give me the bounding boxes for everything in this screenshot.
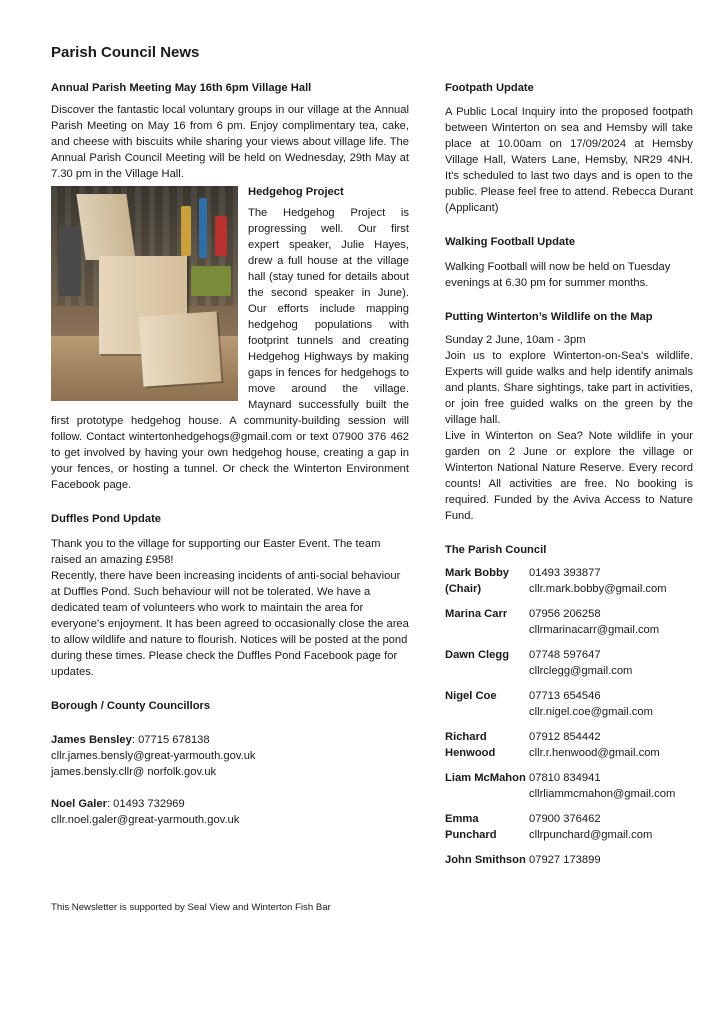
councillor-2-phone: : 01493 732969 — [106, 798, 185, 810]
councillor-1-email-1: cllr.james.bensly@great-yarmouth.gov.uk — [51, 750, 256, 762]
council-member-contact — [529, 852, 693, 877]
wildlife-para-2: Live in Winterton on Sea? Note wildlife in your garden on 2 June or explore the village or Winterton National Nature Reserve. Every record counts! All activities are free. No booking is required. Funded by the Aviva Access to Nature Fund. — [445, 430, 693, 522]
footer-note: This Newsletter is supported by Seal View and Winterton Fish Bar — [51, 902, 331, 913]
council-member-contact — [529, 811, 693, 852]
parish-council-table — [445, 565, 693, 877]
duffles-heading: Duffles Pond Update — [51, 513, 162, 525]
walking-football-heading: Walking Football Update — [445, 236, 576, 248]
tool-shape — [215, 216, 227, 256]
council-member-contact — [529, 606, 693, 647]
councillor-1-email-2: james.bensly.cllr@ norfolk.gov.uk — [51, 766, 217, 778]
duffles-para-1: Thank you to the village for supporting our Easter Event. The team raised an amazing £958! — [51, 538, 381, 566]
council-member-email: cllr.r.henwood@gmail.com — [529, 747, 660, 759]
annual-meeting-heading: Annual Parish Meeting May 16th 6pm Village Hall — [51, 82, 312, 94]
councillor-2-name: Noel Galer — [51, 798, 107, 810]
council-member-email: cllrliammcmahon@gmail.com — [529, 788, 676, 800]
page-title: Parish Council News — [51, 44, 200, 61]
walking-football-body: Walking Football will now be held on Tuesday evenings at 6.30 pm for summer months. — [445, 261, 671, 289]
council-member-email: cllr.mark.bobby@gmail.com — [529, 583, 667, 595]
tool-shape — [191, 266, 231, 296]
council-member-name: Richard Henwood — [445, 731, 496, 759]
council-member-name: Mark Bobby (Chair) — [445, 567, 510, 595]
left-column — [51, 80, 409, 828]
duffles-section — [51, 511, 409, 680]
tool-shape — [59, 226, 81, 296]
footpath-heading: Footpath Update — [445, 82, 534, 94]
council-member-phone: 07748 597647 — [529, 649, 601, 661]
council-member-contact — [529, 770, 693, 811]
council-member-contact — [529, 647, 693, 688]
borough-heading: Borough / County Councillors — [51, 700, 211, 712]
wildlife-para-1: Join us to explore Winterton-on-Sea's wildlife. Experts will guide walks and help identify animals and plants. Share sightings, take part in activities, or join free guided walks on the green by the village hall. — [445, 350, 693, 426]
tool-shape — [181, 206, 191, 256]
annual-meeting-section — [51, 80, 409, 182]
council-member-email: cllr.nigel.coe@gmail.com — [529, 706, 653, 718]
hedgehog-house-photo — [51, 186, 238, 401]
council-member-contact — [529, 565, 693, 606]
wildlife-section — [445, 309, 693, 524]
hedgehog-section — [51, 184, 409, 493]
hedgehog-body: The Hedgehog Project is progressing well. Our first expert speaker, Julie Hayes, drew a full house at the village hall (stay tuned for details about the second speaker in June). Our efforts include mapping hedgehog populations with footprint tunnels and creating Hedgehog Highways by making gaps in fences for hedgehogs to move around the village. Maynard successfully built the first prototype hedgehog house. A community-building session will follow. Contact wintertonhedgehogs@gmail.com or text 07900 376 462 to get involved by having your own hedgehog house, creating a gap in your fences, or hosting a tunnel. Or check the Winterton Environment Facebook page. — [51, 207, 409, 491]
council-member-email: cllrpunchard@gmail.com — [529, 829, 653, 841]
council-member-row — [445, 729, 693, 770]
councillor-1-name: James Bensley — [51, 734, 132, 746]
tool-shape — [199, 198, 207, 258]
council-member-row — [445, 647, 693, 688]
council-member-row — [445, 688, 693, 729]
councillor-1-line — [51, 732, 409, 748]
council-member-row — [445, 770, 693, 811]
parish-council-heading: The Parish Council — [445, 544, 547, 556]
duffles-para-2: Recently, there have been increasing incidents of anti-social behaviour at Duffles Pond. Such behaviour will not be tolerated. We have a dedicated team of volunteers who work to maintain the area for everyone's enjoyment. It has been agreed to occasionally close the area to allow wildlife and nature to flourish. Notices will be posted at the pond during these times. Please check the Duffles Pond Facebook page for updates. — [51, 570, 409, 678]
walking-football-section — [445, 234, 693, 291]
hedgehog-house-entrance-box — [139, 311, 222, 386]
council-member-row — [445, 811, 693, 852]
council-member-phone: 07810 834941 — [529, 772, 601, 784]
council-member-contact — [529, 688, 693, 729]
council-member-name: Liam McMahon — [445, 772, 526, 784]
hedgehog-heading: Hedgehog Project — [248, 186, 344, 198]
council-member-phone: 01493 393877 — [529, 567, 601, 579]
wildlife-heading: Putting Winterton’s Wildlife on the Map — [445, 311, 653, 323]
footpath-section — [445, 80, 693, 216]
footpath-body: A Public Local Inquiry into the proposed footpath between Winterton on sea and Hemsby will take place at 10.00am on 17/09/2024 at Hemsby Village Hall, Waters Lane, Hemsby, NR29 4NH. It's scheduled to last two days and is open to the public. Please feel free to attend. Rebecca Durant (Applicant) — [445, 106, 693, 214]
parish-council-section — [445, 542, 693, 877]
council-member-name: Nigel Coe — [445, 690, 497, 702]
council-member-contact — [529, 729, 693, 770]
council-member-row — [445, 852, 693, 877]
council-member-email: cllrmarinacarr@gmail.com — [529, 624, 660, 636]
council-member-name: Dawn Clegg — [445, 649, 510, 661]
councillor-2-line — [51, 796, 409, 812]
councillor-2-email: cllr.noel.galer@great-yarmouth.gov.uk — [51, 814, 240, 826]
wildlife-date: Sunday 2 June, 10am - 3pm — [445, 334, 586, 346]
borough-section — [51, 698, 409, 828]
council-member-phone: 07912 854442 — [529, 731, 601, 743]
council-member-row — [445, 606, 693, 647]
council-member-phone: 07900 376462 — [529, 813, 601, 825]
annual-meeting-body: Discover the fantastic local voluntary groups in our village at the Annual Parish Meeting on May 16 from 6 pm. Enjoy complimentary tea, cake, and cheese with biscuits while sharing your views about village life. The Annual Parish Council Meeting will be held on Wednesday, 29th May at 7.30 pm in the Village Hall. — [51, 104, 409, 180]
council-member-phone: 07956 206258 — [529, 608, 601, 620]
council-member-name: Marina Carr — [445, 608, 508, 620]
council-member-phone: 07927 173899 — [529, 854, 601, 866]
councillor-1-phone: : 07715 678138 — [131, 734, 210, 746]
council-member-email: cllrclegg@gmail.com — [529, 665, 633, 677]
box-lid — [76, 194, 135, 260]
council-member-row — [445, 565, 693, 606]
council-member-phone: 07713 654546 — [529, 690, 601, 702]
council-member-name: Emma Punchard — [445, 813, 497, 841]
council-member-name: John Smithson — [445, 854, 526, 866]
right-column — [445, 80, 693, 877]
